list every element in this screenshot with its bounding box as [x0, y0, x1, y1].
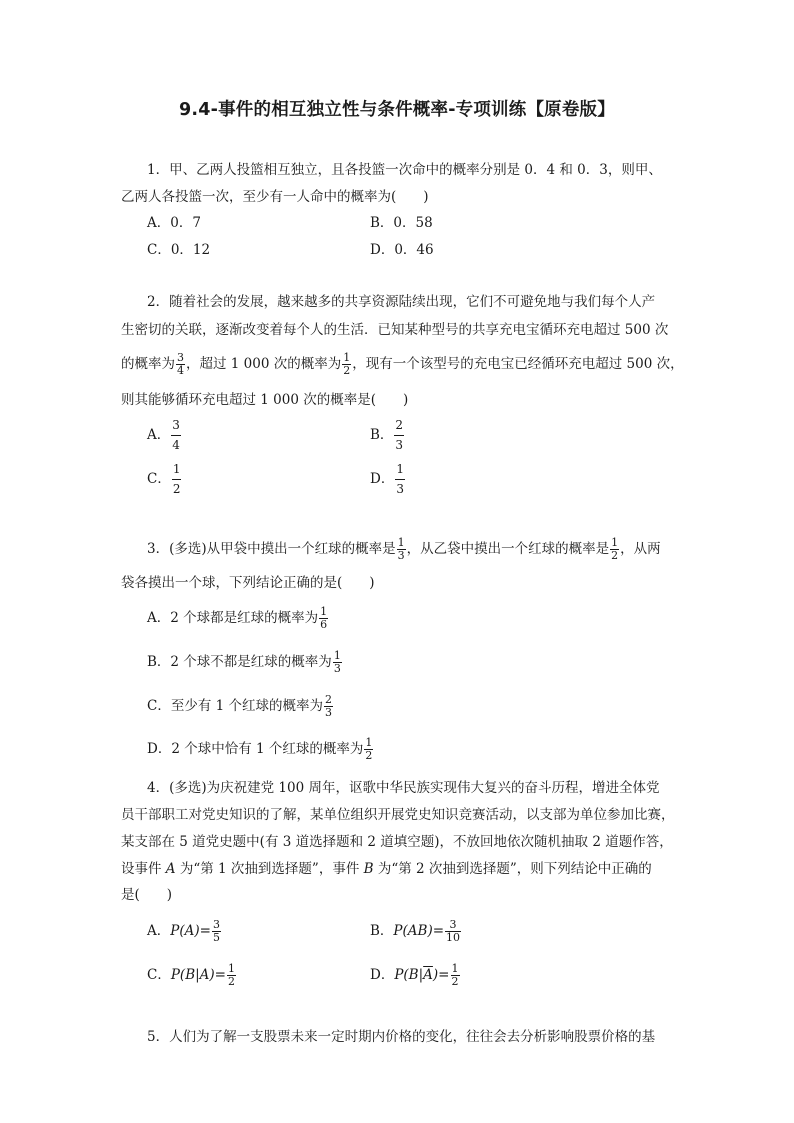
option-label: D．2 个球中恰有 1 个红球的概率为	[147, 741, 364, 757]
fraction	[333, 650, 342, 675]
fraction-denominator: 4	[177, 364, 184, 377]
question-1-option-d: D．0．46	[370, 242, 434, 258]
question-3-option-d	[147, 737, 374, 762]
question-4-text-line-1: 4．(多选)为庆祝建党 100 周年，讴歌中华民族实现伟大复兴的奋斗历程，增进全体党	[147, 780, 660, 796]
fraction-denominator: 2	[228, 975, 235, 988]
fraction-numerator: 1	[365, 736, 373, 749]
fraction	[395, 462, 405, 497]
fraction	[397, 537, 406, 562]
question-2-text-line-1: 2．随着社会的发展，越来越多的共享资源陆续出现，它们不可避免地与我们每个人产	[147, 294, 656, 310]
fraction	[319, 606, 328, 631]
question-3-option-c	[147, 694, 334, 719]
fraction-numerator: 3	[445, 919, 461, 932]
option-label: D．	[370, 471, 395, 487]
fraction	[212, 919, 221, 944]
question-2-line-3-part-b: ，超过 1 000 次的概率为	[186, 356, 342, 372]
question-3-option-b	[147, 650, 343, 675]
fraction	[227, 963, 236, 988]
fraction-numerator: 2	[325, 693, 333, 706]
question-3-text-line-2: 袋各摸出一个球，下列结论正确的是( )	[121, 575, 375, 591]
question-4-text-line-3: 某支部在 5 道党史题中(有 3 道选择题和 2 道填空题)，不放回地依次随机抽取 2 道题作答，	[121, 834, 673, 850]
fraction-numerator: 1	[228, 962, 235, 975]
option-label: C．	[147, 471, 171, 487]
option-label: B．2 个球不都是红球的概率为	[147, 654, 332, 670]
question-1-option-c: C．0．12	[147, 242, 211, 258]
probability-expression: P(A)=	[170, 923, 211, 939]
event-b-variable: B	[363, 861, 374, 877]
event-a-variable: A	[165, 861, 176, 877]
fraction-denominator: 2	[172, 482, 181, 496]
question-2-option-b	[370, 418, 405, 453]
question-5-text-line-1: 5．人们为了解一支股票未来一定时期内价格的变化，往往会去分析影响股票价格的基	[147, 1029, 656, 1045]
question-2-option-a	[147, 418, 182, 453]
fraction-numerator: 2	[394, 418, 404, 436]
question-4-option-b	[370, 919, 462, 944]
option-label: A．	[147, 427, 171, 443]
fraction	[451, 963, 460, 988]
fraction-denominator: 2	[343, 364, 351, 377]
question-2-text-line-4: 则其能够循环充电超过 1 000 次的概率是( )	[121, 392, 409, 408]
probability-expression: P(B|A)=	[170, 967, 226, 983]
question-2-line-3-part-c: ，现有一个该型号的充电宝已经循环充电超过 500 次，	[352, 356, 684, 372]
fraction-denominator: 3	[397, 549, 405, 562]
fraction	[324, 694, 333, 719]
question-4-line-4-part-b: 为“第 1 次抽到选择题”，事件	[175, 861, 364, 877]
fraction-denominator: 2	[611, 549, 619, 562]
fraction-denominator: 3	[396, 482, 404, 496]
fraction	[394, 418, 404, 453]
fraction-denominator: 3	[325, 706, 333, 719]
fraction	[176, 352, 185, 377]
question-3-option-a	[147, 606, 329, 631]
complement-event-a: $\overline{A}$	[423, 967, 433, 983]
fraction-denominator: 3	[333, 662, 341, 675]
question-2-text-line-2: 生密切的关联，逐渐改变着每个人的生活．已知某种型号的共享充电宝循环充电超过 500 次	[121, 322, 669, 338]
question-3-line-1-part-c: ，从两	[620, 541, 661, 557]
question-4-text-line-4	[121, 859, 652, 879]
fraction-numerator: 1	[395, 462, 405, 480]
question-3-text-line-1	[147, 537, 661, 562]
question-3-line-1-part-b: ，从乙袋中摸出一个红球的概率是	[406, 541, 610, 557]
fraction-denominator: 2	[451, 975, 459, 988]
fraction-numerator: 1	[397, 536, 405, 549]
fraction	[610, 537, 619, 562]
fraction-numerator: 1	[611, 536, 619, 549]
question-3-line-1-part-a: 3．(多选)从甲袋中摸出一个红球的概率是	[147, 541, 396, 557]
option-label: B．	[370, 427, 394, 443]
option-label: C．	[147, 967, 171, 983]
fraction	[342, 352, 351, 377]
fraction-numerator: 1	[451, 962, 459, 975]
question-4-text-line-5: 是( )	[121, 887, 173, 903]
question-4-option-c	[147, 963, 237, 988]
probability-expression: P(AB)=	[393, 923, 445, 939]
probability-expression-end: )=	[432, 967, 450, 983]
fraction-denominator: 5	[212, 931, 220, 944]
fraction-numerator: 1	[320, 605, 328, 618]
question-4-line-4-part-a: 设事件	[121, 861, 166, 877]
option-label: C．至少有 1 个红球的概率为	[147, 698, 324, 714]
question-2-text-line-3	[121, 352, 684, 377]
fraction-denominator: 6	[320, 618, 328, 631]
option-label: B．	[370, 923, 394, 939]
question-2-line-3-part-a: 的概率为	[121, 356, 175, 372]
fraction	[172, 462, 182, 497]
question-4-option-d	[370, 963, 461, 988]
fraction	[171, 418, 181, 453]
fraction-numerator: 1	[343, 351, 351, 364]
fraction-numerator: 3	[177, 351, 184, 364]
question-1-option-b: B．0．58	[370, 215, 433, 231]
question-4-option-a	[147, 919, 222, 944]
question-4-line-4-part-c: 为“第 2 次抽到选择题”，则下列结论中正确的	[373, 861, 652, 877]
fraction	[364, 737, 373, 762]
question-2-option-c	[147, 462, 182, 497]
probability-expression-start: P(B|	[394, 967, 424, 983]
question-4-text-line-2: 员干部职工对党史知识的了解，某单位组织开展党史知识竞赛活动，以支部为单位参加比赛，	[121, 807, 675, 823]
fraction-denominator: 3	[395, 438, 404, 452]
question-1-option-a: A．0．7	[147, 215, 201, 231]
fraction-numerator: 3	[212, 918, 220, 931]
fraction-denominator: 2	[365, 749, 373, 762]
fraction-denominator: 10	[446, 931, 461, 944]
fraction-numerator: 1	[172, 462, 182, 480]
question-2-option-d	[370, 462, 406, 497]
option-label: A．	[147, 923, 171, 939]
question-1-text-line-2: 乙两人各投篮一次，至少有一人命中的概率为( )	[121, 189, 429, 205]
page-title: 9.4-事件的相互独立性与条件概率-专项训练【原卷版】	[179, 100, 615, 120]
question-1-text-line-1: 1．甲、乙两人投篮相互独立，且各投篮一次命中的概率分别是 0．4 和 0．3，则甲、	[147, 162, 662, 178]
fraction-numerator: 1	[333, 649, 341, 662]
fraction-numerator: 3	[171, 418, 181, 436]
option-label: D．	[370, 967, 395, 983]
fraction-denominator: 4	[172, 438, 180, 452]
option-label: A．2 个球都是红球的概率为	[147, 610, 319, 626]
fraction	[445, 919, 461, 944]
